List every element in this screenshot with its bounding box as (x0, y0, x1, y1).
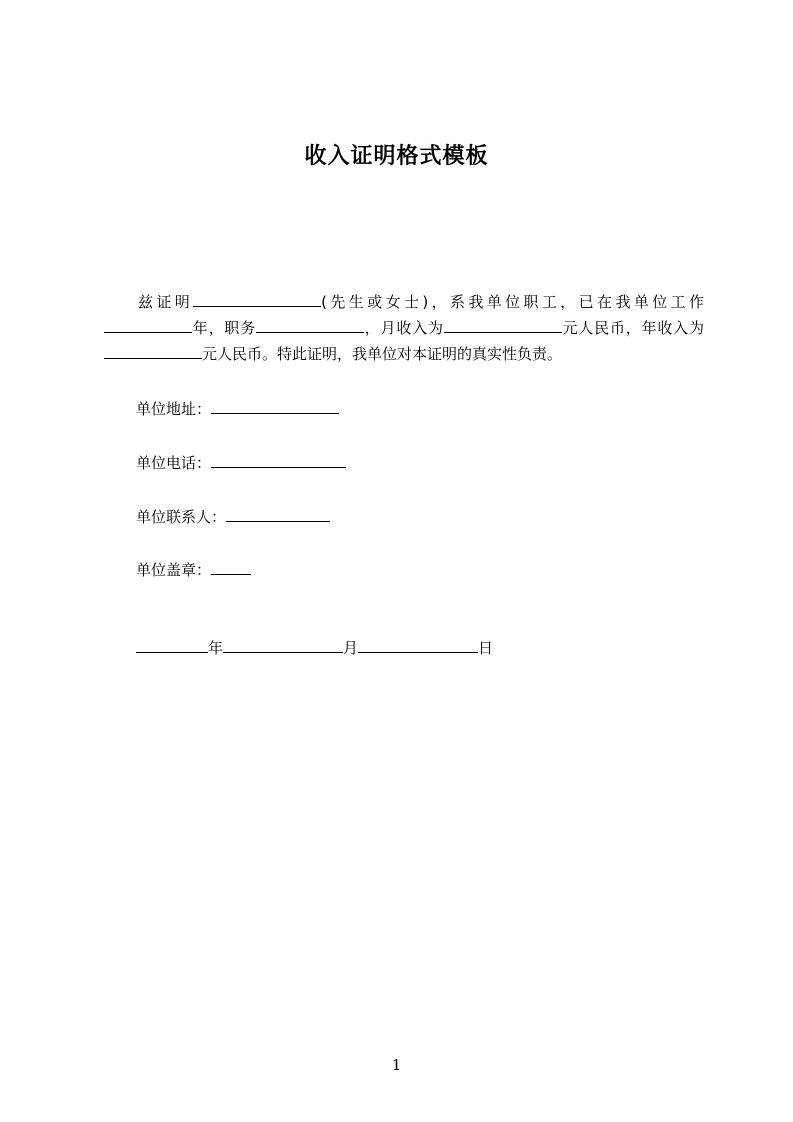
monthly-income-blank[interactable] (444, 318, 562, 333)
seal-label: 单位盖章： (136, 561, 212, 579)
contact-label: 单位联系人： (136, 508, 227, 526)
address-label: 单位地址： (136, 400, 212, 418)
body-text-monthly: ，月收入为 (364, 319, 444, 337)
name-blank[interactable] (193, 292, 321, 307)
day-blank[interactable] (358, 638, 478, 653)
contact-row (136, 506, 330, 528)
seal-row (136, 559, 251, 581)
year-blank[interactable] (136, 638, 208, 653)
month-label: 月 (343, 639, 359, 657)
body-text-gender: (先生或女士)，系我单位职工，已在我单位工作 (321, 293, 704, 311)
position-blank[interactable] (256, 318, 364, 333)
seal-blank[interactable] (211, 560, 251, 575)
annual-income-blank[interactable] (104, 344, 202, 359)
address-row (136, 398, 339, 420)
phone-label: 单位电话： (136, 454, 212, 472)
phone-row (136, 452, 346, 474)
certificate-body (104, 289, 704, 367)
years-worked-blank[interactable] (104, 318, 192, 333)
body-text-closing: 元人民币。特此证明，我单位对本证明的真实性负责。 (202, 345, 563, 363)
page-title: 收入证明格式模板 (304, 144, 489, 169)
body-text-position: 年，职务 (192, 319, 256, 337)
body-text-intro: 兹证明 (138, 293, 194, 311)
body-text-annual: 元人民币，年收入为 (561, 319, 704, 337)
page-number: 1 (391, 1056, 402, 1074)
day-label: 日 (478, 639, 494, 657)
contact-blank[interactable] (226, 507, 330, 522)
year-label: 年 (208, 639, 224, 657)
address-blank[interactable] (211, 399, 339, 414)
month-blank[interactable] (223, 638, 343, 653)
phone-blank[interactable] (211, 453, 346, 468)
date-row (136, 637, 493, 659)
